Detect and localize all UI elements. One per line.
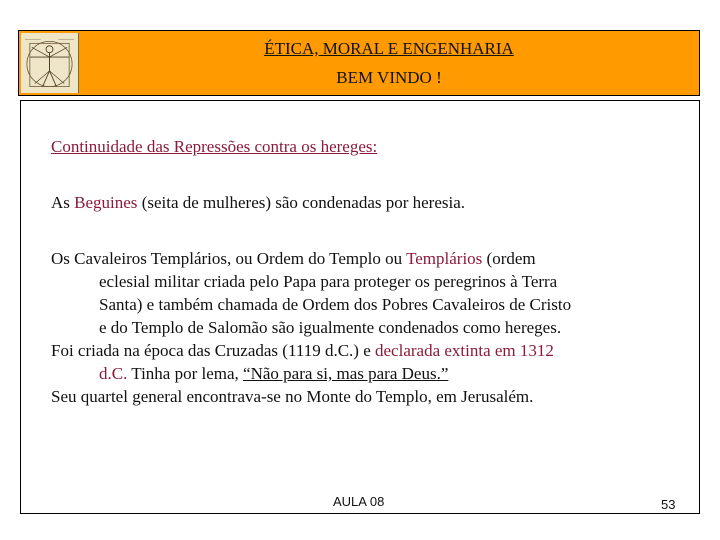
vitruvian-man-drawing — [21, 33, 78, 93]
section-title: Continuidade das Repressões contra os hereges: — [51, 137, 378, 156]
text-span: Os Cavaleiros Templários, ou Ordem do Templo ou — [51, 249, 407, 268]
footer-label: AULA 08 — [333, 494, 385, 509]
highlight-beguines: Beguines — [74, 193, 138, 212]
text-span: (ordem — [482, 249, 536, 268]
paragraph-line: e do Templo de Salomão são igualmente condenados como hereges. — [99, 318, 562, 337]
slide-title: ÉTICA, MORAL E ENGENHARIA — [264, 39, 514, 58]
paragraph-headquarters — [51, 385, 691, 408]
paragraph-line: eclesial militar criada pelo Papa para proteger os peregrinos à Terra — [99, 272, 558, 291]
text-span: Foi criada na época das Cruzadas (1119 d.C.) e — [51, 341, 375, 360]
paragraph-line — [51, 247, 691, 270]
vitruvian-man-icon — [21, 33, 79, 93]
highlight-extinction: declarada extinta em 1312 — [375, 341, 554, 360]
paragraph-crusades — [51, 339, 691, 385]
slide-content — [20, 100, 700, 514]
text-span: (seita de mulheres) são condenadas por heresia. — [137, 193, 466, 212]
page-number: 53 — [661, 497, 676, 512]
highlight-dc: d.C. — [99, 364, 128, 383]
slide-header — [18, 30, 700, 96]
text-span: As — [51, 193, 75, 212]
slide-subtitle: BEM VINDO ! — [336, 68, 442, 87]
paragraph-templars — [51, 247, 691, 339]
paragraph-line — [51, 362, 691, 385]
paragraph-line — [51, 191, 691, 214]
paragraph-line: Santa) e também chamada de Ordem dos Pobres Cavaleiros de Cristo — [99, 295, 572, 314]
paragraph-line — [51, 339, 691, 362]
text-span: Tinha por lema, — [127, 364, 244, 383]
motto-quote: “Não para si, mas para Deus.” — [243, 364, 449, 383]
paragraph-beguines — [51, 191, 691, 214]
highlight-templarios: Templários — [406, 249, 483, 268]
paragraph-line: Seu quartel general encontrava-se no Monte do Templo, em Jerusalém. — [51, 387, 534, 406]
